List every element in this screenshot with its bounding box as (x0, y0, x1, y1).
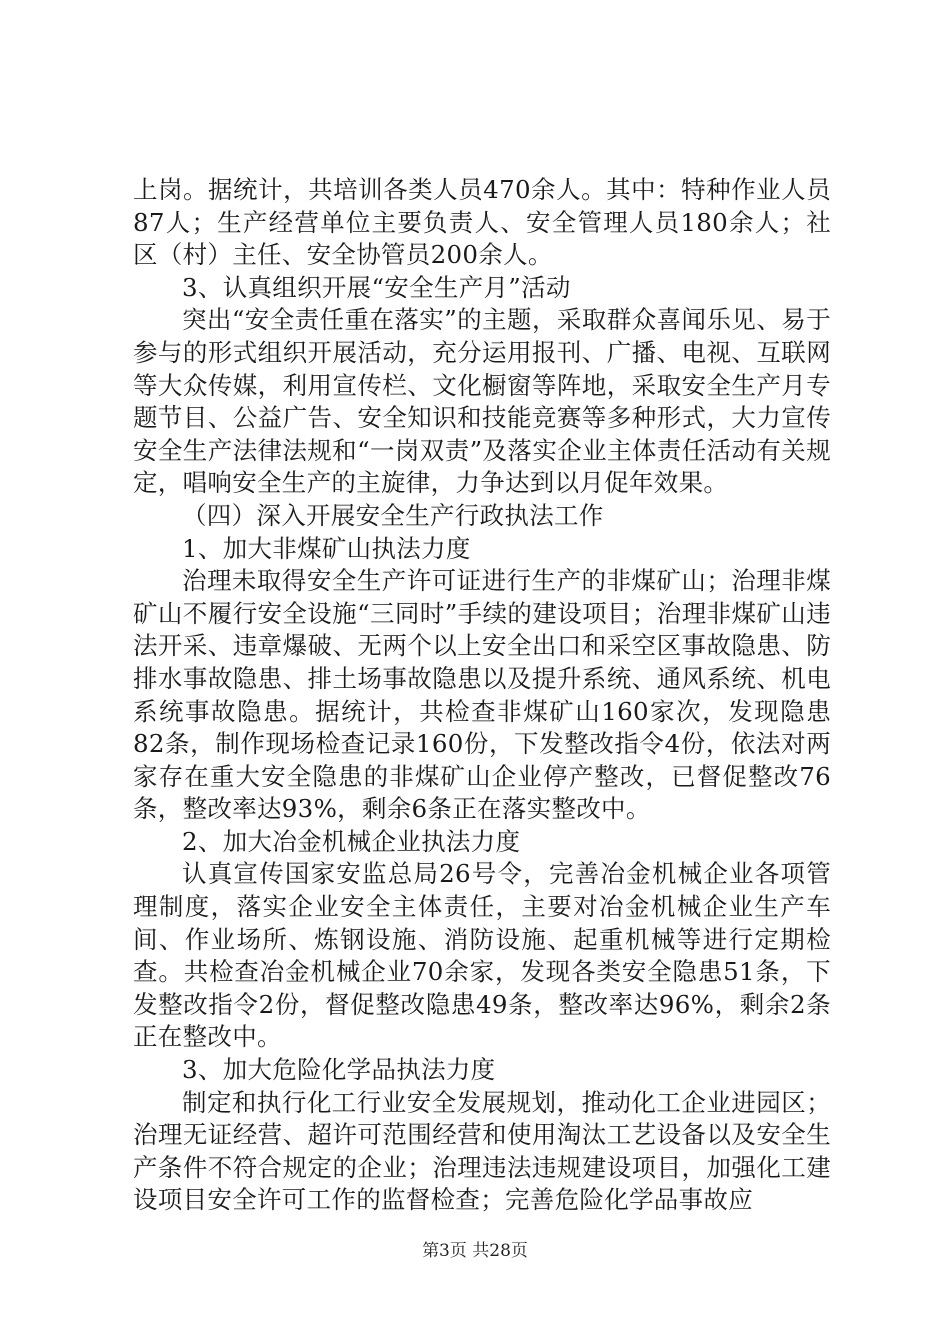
paragraph-safety-month: 突出“安全责任重在落实”的主题，采取群众喜闻乐见、易于参与的形式组织开展活动，充分运用报刊、广播、电视、互联网等大众传媒，利用宣传栏、文化橱窗等阵地，采取安全生产月专题节目、公益广告、安全知识和技能竞赛等多种形式，大力宣传安全生产法律法规和“一岗双责”及落实企业主体责任活动有关规定，唱响安全生产的主旋律，力争达到以月促年效果。 (133, 305, 831, 498)
heading-non-coal-mines: 1、加大非煤矿山执法力度 (182, 533, 471, 563)
paragraph-non-coal-mines: 治理未取得安全生产许可证进行生产的非煤矿山；治理非煤矿山不履行安全设施“三同时”手续的建设项目；治理非煤矿山违法开采、违章爆破、无两个以上安全出口和采空区事故隐患、防排水事故隐患、排土场事故隐患以及提升系统、通风系统、机电系统事故隐患。据统计，共检查非煤矿山160家次，发现隐患82条，制作现场检查记录160份，下发整改指令4份，依法对两家存在重大安全隐患的非煤矿山企业停产整改，已督促整改76条，整改率达93%，剩余6条正在落实整改中。 (133, 566, 831, 824)
page-number-footer: 第3页 共28页 (422, 1241, 528, 1261)
heading-metallurgy-machinery: 2、加大冶金机械企业执法力度 (182, 826, 521, 856)
document-body (133, 174, 831, 1217)
section-heading-law-enforcement: （四）深入开展安全生产行政执法工作 (182, 500, 604, 530)
heading-safety-month: 3、认真组织开展“安全生产月”活动 (182, 272, 571, 302)
paragraph-training-stats: 上岗。据统计，共培训各类人员470余人。其中：特种作业人员87人；生产经营单位主要负责人、安全管理人员180余人；社区（村）主任、安全协管员200余人。 (133, 175, 831, 270)
heading-hazardous-chemicals: 3、加大危险化学品执法力度 (182, 1055, 496, 1085)
paragraph-hazardous-chemicals: 制定和执行化工行业安全发展规划，推动化工企业进园区；治理无证经营、超许可范围经营和使用淘汰工艺设备以及安全生产条件不符合规定的企业；治理违法违规建设项目，加强化工建设项目安全许可工作的监督检查；完善危险化学品事故应 (133, 1087, 831, 1215)
paragraph-metallurgy-machinery: 认真宣传国家安监总局26号令，完善冶金机械企业各项管理制度，落实企业安全主体责任，主要对冶金机械企业生产车间、作业场所、炼钢设施、消防设施、起重机械等进行定期检查。共检查冶金机械企业70余家，发现各类安全隐患51条，下发整改指令2份，督促整改隐患49条，整改率达96%，剩余2条正在整改中。 (133, 859, 831, 1052)
